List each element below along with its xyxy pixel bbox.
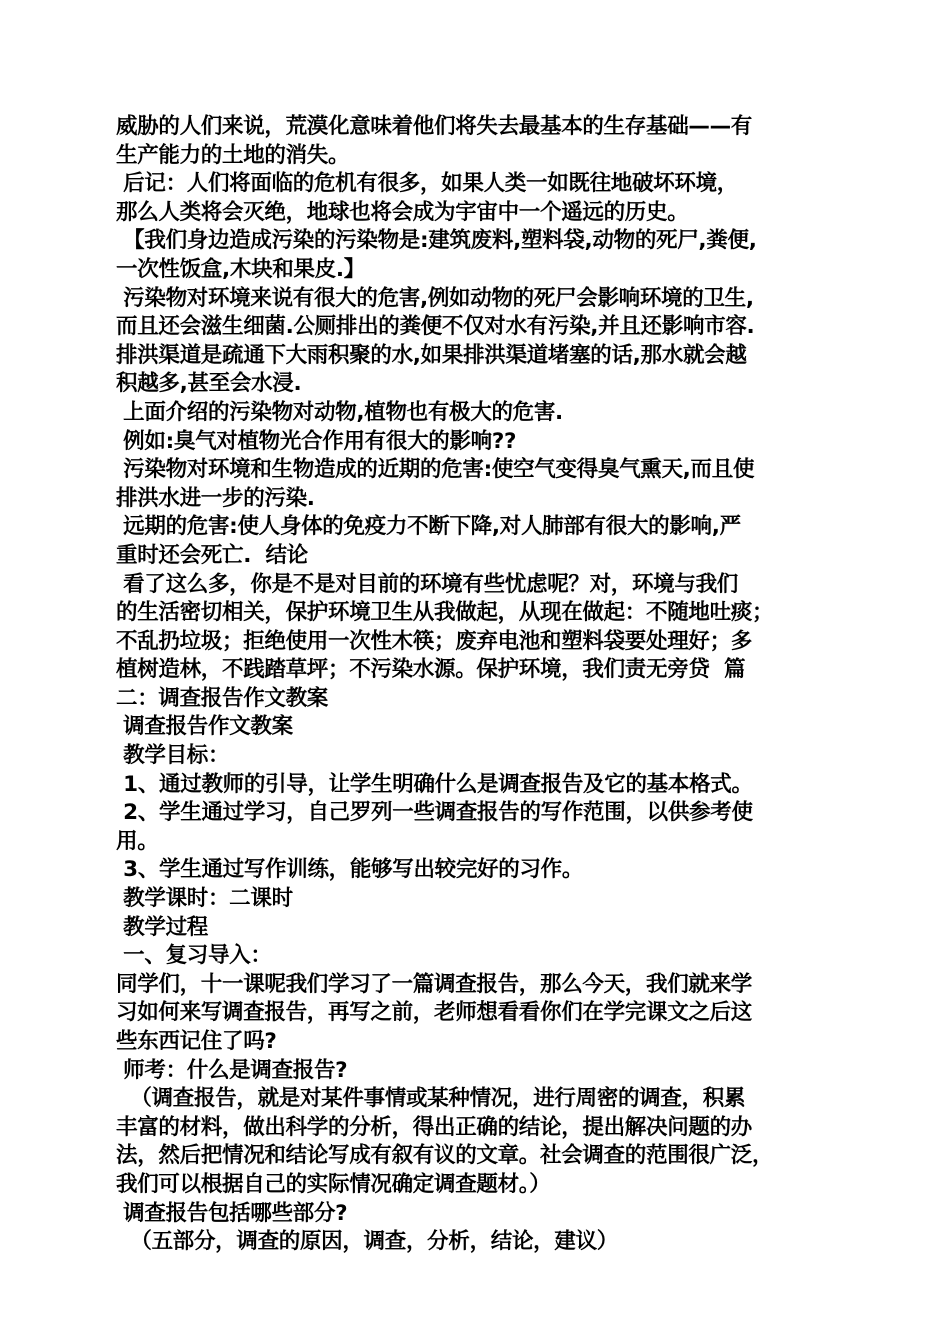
text-line: 后记：人们将面临的危机有很多，如果人类一如既往地破坏环境， — [116, 171, 738, 197]
text-line: 威胁的人们来说，荒漠化意味着他们将失去最基本的生存基础——有 — [116, 114, 753, 139]
text-line: （五部分，调查的原因，调查，分析，结论，建议） — [116, 1229, 618, 1255]
review-intro-heading: 一、复习导入： — [116, 943, 272, 969]
text-line: 植树造林，不践踏草坪；不污染水源。保护环境，我们责无旁贷 篇 — [116, 657, 746, 683]
text-line: 而且还会滋生细菌.公厕排出的粪便不仅对水有污染,并且还影响市容. — [116, 314, 755, 340]
text-line: 的生活密切相关，保护环境卫生从我做起，从现在做起：不随地吐痰； — [116, 600, 774, 626]
text-line: 法，然后把情况和结论写成有叙有议的文章。社会调查的范围很广泛， — [116, 1143, 774, 1169]
text-line: 积越多,甚至会水浸. — [116, 371, 302, 397]
text-line: 2、学生通过学习，自己罗列一些调查报告的写作范围，以供参考使 — [116, 800, 753, 826]
text-line: 远期的危害:使人身体的免疫力不断下降,对人肺部有很大的影响,严 — [116, 514, 741, 540]
text-line: 重时还会死亡. 结论 — [116, 542, 308, 568]
text-line: 那么人类将会灭绝，地球也将会成为宇宙中一个遥远的历史。 — [116, 199, 689, 225]
teaching-goals-heading: 教学目标： — [116, 743, 230, 769]
text-line: 1、通过教师的引导，让学生明确什么是调查报告及它的基本格式。 — [116, 771, 753, 797]
document-page — [116, 113, 846, 1257]
text-line: （调查报告，就是对某件事情或某种情况，进行周密的调查，积累 — [116, 1086, 746, 1112]
text-line: 上面介绍的污染物对动物,植物也有极大的危害. — [116, 399, 563, 425]
text-line: 师考：什么是调查报告? — [116, 1057, 348, 1083]
text-line: 3、学生通过写作训练，能够写出较完好的习作。 — [116, 857, 584, 883]
text-line: 同学们，十一课呢我们学习了一篇调查报告，那么今天，我们就来学 — [116, 971, 753, 997]
text-line: 不乱扔垃圾；拒绝使用一次性木筷；废弃电池和塑料袋要处理好；多 — [116, 628, 753, 654]
text-line: 些东西记住了吗? — [116, 1029, 277, 1054]
text-line: 【我们身边造成污染的污染物是:建筑废料,塑料袋,动物的死尸,粪便, — [116, 228, 757, 254]
text-line: 排洪渠道是疏通下大雨积聚的水,如果排洪渠道堵塞的话,那水就会越 — [116, 342, 747, 368]
text-line: 生产能力的土地的消失。 — [116, 142, 350, 168]
text-line: 习如何来写调查报告，再写之前，老师想看看你们在学完课文之后这 — [116, 1000, 753, 1026]
text-line: 排洪水进一步的污染. — [116, 485, 315, 511]
text-line: 污染物对环境和生物造成的近期的危害:使空气变得臭气熏天,而且使 — [116, 457, 755, 483]
text-line: 污染物对环境来说有很大的危害,例如动物的死尸会影响环境的卫生, — [116, 285, 754, 311]
text-line: 一次性饭盒,木块和果皮.】 — [116, 256, 365, 282]
text-line: 丰富的材料，做出科学的分析，得出正确的结论，提出解决问题的办 — [116, 1114, 753, 1140]
text-line: 例如:臭气对植物光合作用有很大的影响?? — [116, 428, 517, 454]
text-line: 看了这么多，你是不是对目前的环境有些忧虑呢？对，环境与我们 — [116, 571, 738, 597]
text-line: 我们可以根据自己的实际情况确定调查题材。） — [116, 1171, 551, 1197]
text-line: 用。 — [116, 828, 159, 854]
text-line: 调查报告包括哪些部分? — [116, 1200, 348, 1226]
class-hours-label: 教学课时：二课时 — [116, 886, 293, 912]
teaching-process-heading: 教学过程 — [116, 914, 208, 940]
section-title: 调查报告作文教案 — [116, 714, 293, 740]
section-heading: 二：调查报告作文教案 — [116, 685, 329, 711]
